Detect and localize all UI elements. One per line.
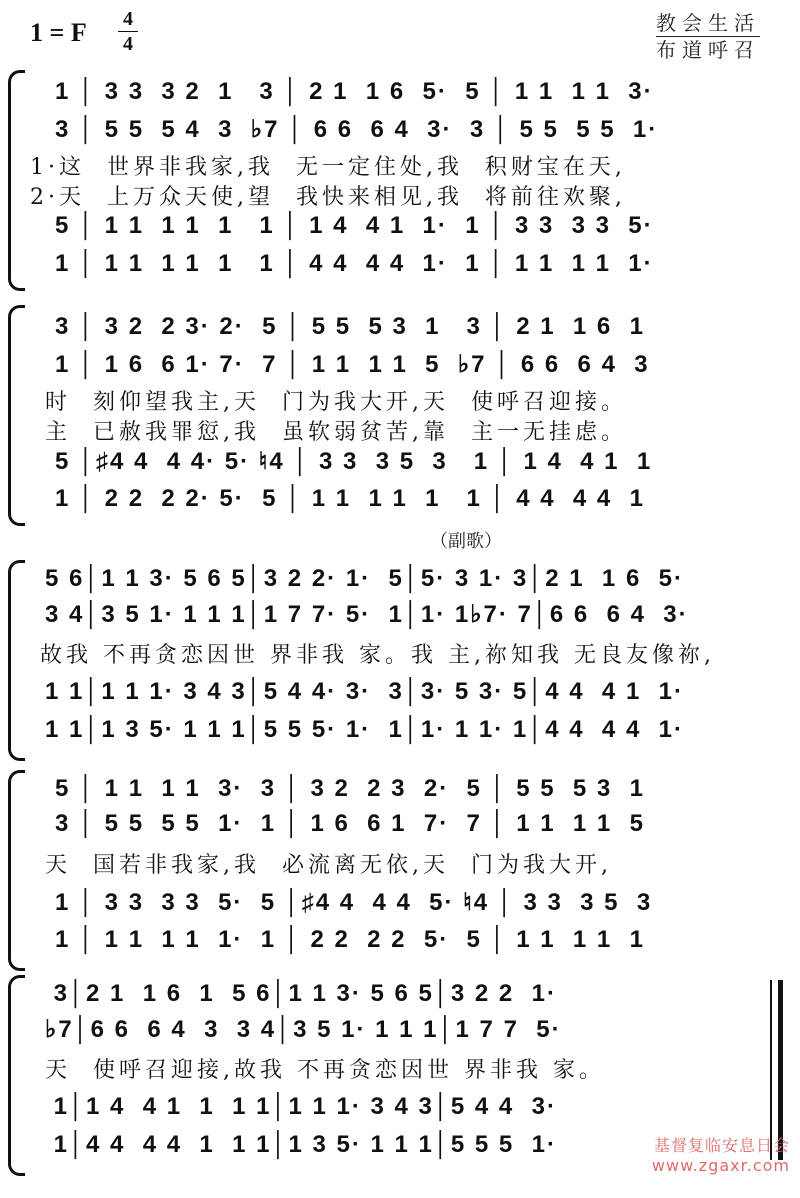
lyric-verse-1: 天 使呼召迎接,故我 不再贪恋因世 界非我 家。 [45,1058,605,1083]
time-signature [118,8,138,55]
watermark-line-1: 基督复临安息日会 [653,1136,790,1155]
alto-row: ♭7│6 6 6 4 3 3 4│3 5 1· 1 1 1│1 7 7 5· [45,1016,562,1043]
alto-row: 1 │ 1 6 6 1· 7· 7 │ 1 1 1 1 5 ♭7 │ 6 6 6 4 3 [55,351,650,378]
system-brace [8,975,25,1176]
time-signature-bottom: 4 [123,33,133,55]
soprano-row: 3 │ 3 2 2 3· 2· 5 │ 5 5 5 3 1 3 │ 2 1 1 6 1 [55,313,645,340]
lyric-verse-2: 主 已赦我罪愆,我 虽软弱贫苦,靠 主一无挂虑。 [45,420,627,445]
tenor-row: 1│1 4 4 1 1 1 1│1 1 1· 3 4 3│5 4 4 3· [45,1093,557,1120]
score-system-1 [0,70,800,290]
alto-row: 3 4│3 5 1· 1 1 1│1 7 7· 5· 1│1· 1♭7· 7│6 6 6 4 3· [45,601,689,628]
lyric-verse-1: 1·这 世界非我家,我 无一定住处,我 积财宝在天, [30,155,626,180]
tenor-row: 1 1│1 1 1· 3 4 3│5 4 4· 3· 3│3· 5 3· 5│4 4 4 1 1· [45,678,684,705]
tenor-row: 5 │♯4 4 4 4· 5· ♮4 │ 3 3 3 5 3 1 │ 1 4 4 1 1 [55,448,653,475]
time-signature-divider [118,31,138,32]
category-line-2: 布道呼召 [656,38,760,62]
soprano-row: 1 │ 3 3 3 2 1 3 │ 2 1 1 6 5· 5 │ 1 1 1 1 3· [55,78,654,105]
bass-row: 1 1│1 3 5· 1 1 1│5 5 5· 1· 1│1· 1 1· 1│4 4 4 4 1· [45,716,684,743]
bass-row: 1 │ 2 2 2 2· 5· 5 │ 1 1 1 1 1 1 │ 4 4 4 4 1 [55,485,645,512]
chorus-label: （副歌） [430,531,502,552]
lyric-verse-1: 故我 不再贪恋因世 界非我 家。我 主,祢知我 无良友像祢, [40,643,715,668]
key-signature: 1 = F [30,18,87,47]
tenor-row: 1 │ 3 3 3 3 5· 5 │♯4 4 4 4 5· ♮4 │ 3 3 3 5 3 [55,889,653,916]
time-signature-top: 4 [123,8,133,30]
alto-row: 3 │ 5 5 5 5 1· 1 │ 1 6 6 1 7· 7 │ 1 1 1 1 5 [55,810,645,837]
lyric-verse-1: 时 刻仰望我主,天 门为我大开,天 使呼召迎接。 [45,390,627,415]
lyric-verse-1: 天 国若非我家,我 必流离无依,天 门为我大开, [45,853,612,878]
bass-row: 1│4 4 4 4 1 1 1│1 3 5· 1 1 1│5 5 5 1· [45,1131,557,1158]
soprano-row: 3│2 1 1 6 1 5 6│1 1 3· 5 6 5│3 2 2 1· [45,980,557,1007]
bass-row: 1 │ 1 1 1 1 1· 1 │ 2 2 2 2 5· 5 │ 1 1 1 1 1 [55,926,645,953]
lyric-verse-2: 2·天 上万众天使,望 我快来相见,我 将前往欢聚, [30,185,626,210]
score-system-3 [0,560,800,760]
alto-row: 3 │ 5 5 5 4 3 ♭7 │ 6 6 6 4 3· 3 │ 5 5 5 5 1· [55,116,659,143]
score-header [0,0,800,70]
score-system-4 [0,770,800,970]
watermark [652,1136,790,1176]
soprano-row: 5 6│1 1 3· 5 6 5│3 2 2· 1· 5│5· 3 1· 3│2 1 1 6 5· [45,565,684,592]
system-brace [8,770,25,971]
score-system-2 [0,305,800,525]
soprano-row: 5 │ 1 1 1 1 3· 3 │ 3 2 2 3 2· 5 │ 5 5 5 3 1 [55,775,645,802]
hymn-category [656,10,760,63]
system-brace [8,70,25,291]
system-brace [8,305,25,526]
bass-row: 1 │ 1 1 1 1 1 1 │ 4 4 4 4 1· 1 │ 1 1 1 1 1· [55,250,654,277]
system-brace [8,560,25,761]
watermark-line-2: www.zgaxr.com [651,1156,790,1175]
category-line-1: 教会生活 [656,11,760,35]
final-barline [770,980,783,1160]
tenor-row: 5 │ 1 1 1 1 1 1 │ 1 4 4 1 1· 1 │ 3 3 3 3 5· [55,212,654,239]
